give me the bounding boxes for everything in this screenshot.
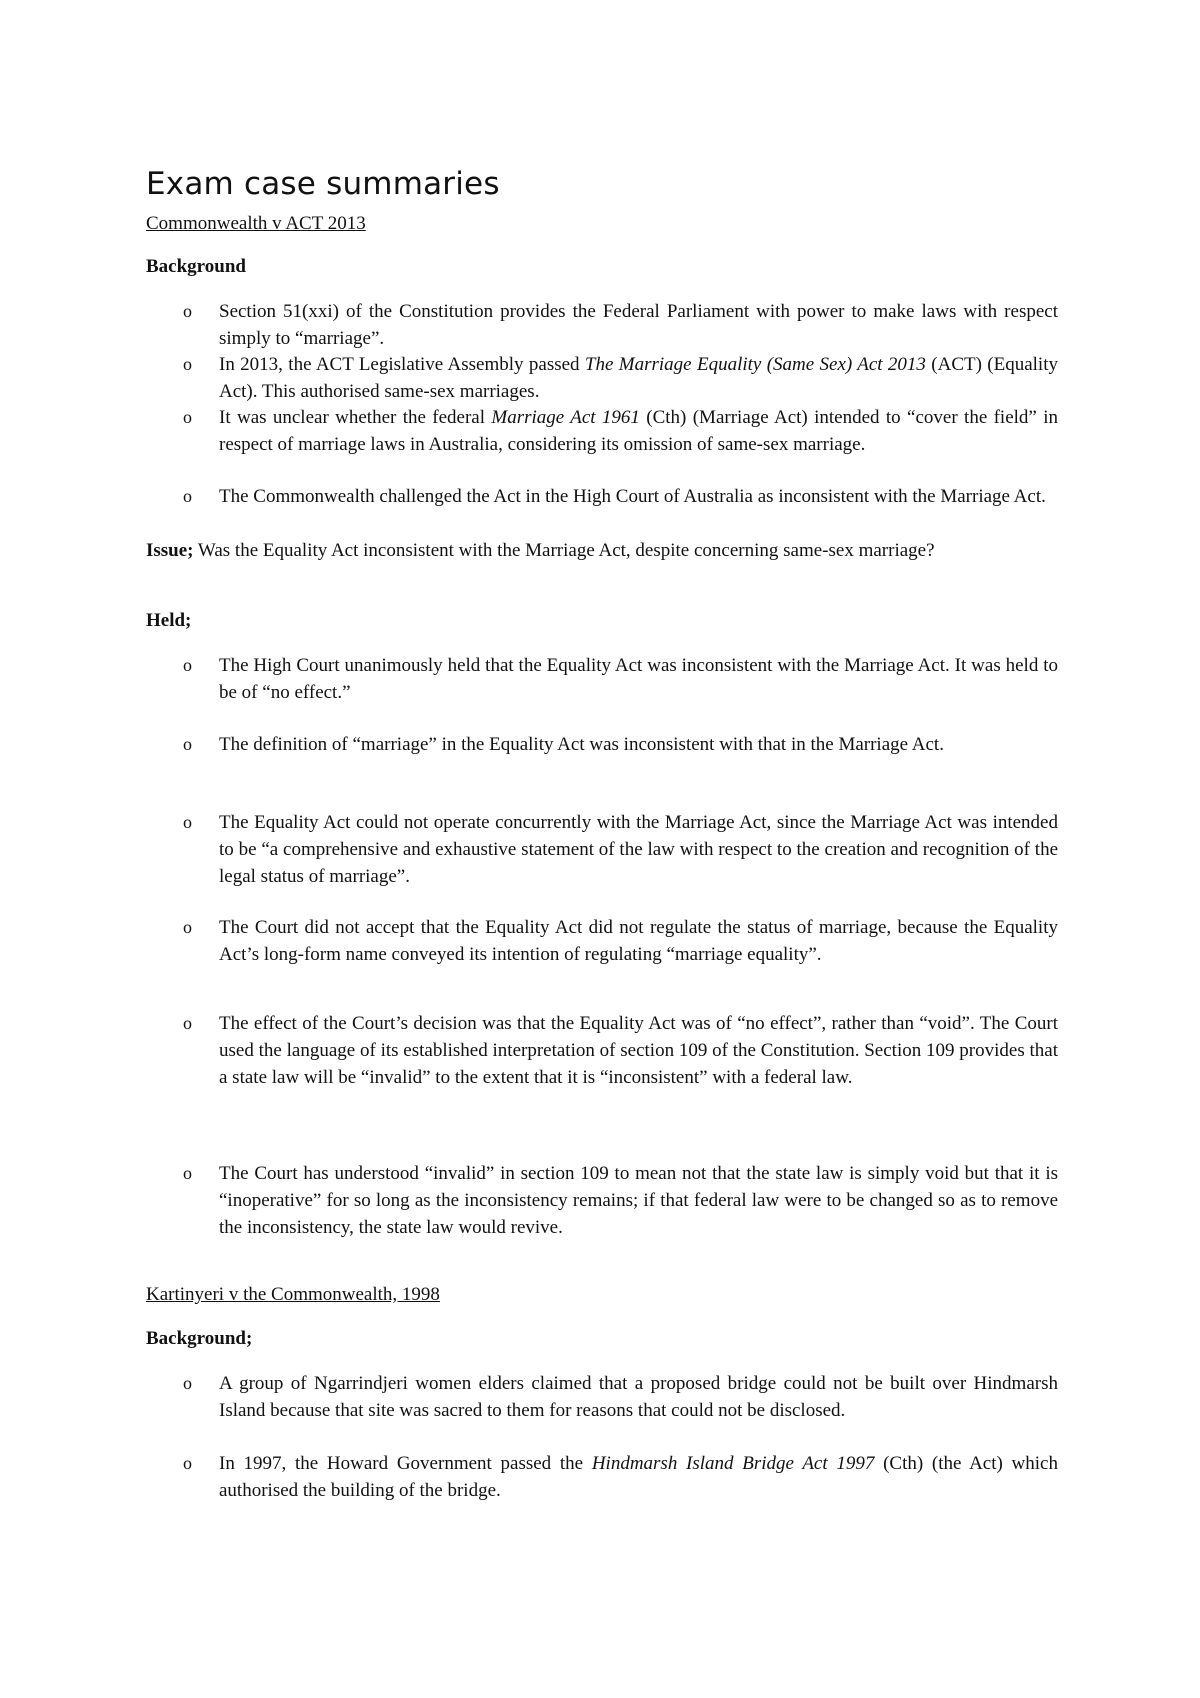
list-item-text: The High Court unanimously held that the Equality Act was inconsistent with the Marriage Act. It was held to be of “no effect.” xyxy=(219,655,1058,703)
list-item-text: Section 51(xxi) of the Constitution provides the Federal Parliament with power to make laws with respect simply to “marriage”. xyxy=(219,301,1058,349)
list-item xyxy=(183,731,1058,758)
list-item-text: The Commonwealth challenged the Act in the High Court of Australia as inconsistent with the Marriage Act. xyxy=(219,486,1046,507)
list-item xyxy=(183,1010,1058,1091)
bullet-marker: o xyxy=(183,407,192,427)
list-item xyxy=(183,404,1058,458)
bullet-marker: o xyxy=(183,301,192,321)
case-title-commonwealth-v-act: Commonwealth v ACT 2013 xyxy=(146,213,366,234)
bullet-marker: o xyxy=(183,812,192,832)
held-label: Held; xyxy=(146,610,192,631)
list-item-text: It was unclear whether the federal Marriage Act 1961 (Cth) (Marriage Act) intended to “cover the field” in respect of marriage laws in Australia, considering its omission of same-sex marriage. xyxy=(219,407,1058,455)
list-item xyxy=(183,914,1058,968)
list-item-text: In 2013, the ACT Legislative Assembly passed The Marriage Equality (Same Sex) Act 2013 (ACT) (Equality Act). This authorised same-sex marriages. xyxy=(219,354,1058,402)
list-item-text: The Court did not accept that the Equality Act did not regulate the status of marriage, because the Equality Act’s long-form name conveyed its intention of regulating “marriage equality”. xyxy=(219,917,1058,965)
bullet-marker: o xyxy=(183,917,192,937)
bullet-marker: o xyxy=(183,354,192,374)
issue-label: Issue; xyxy=(146,540,194,561)
list-item-text: A group of Ngarrindjeri women elders claimed that a proposed bridge could not be built over Hindmarsh Island because that site was sacred to them for reasons that could not be disclosed. xyxy=(219,1373,1058,1421)
issue-text: Was the Equality Act inconsistent with the Marriage Act, despite concerning same-sex marriage? xyxy=(193,540,935,561)
list-item xyxy=(183,298,1058,352)
list-item-text: The effect of the Court’s decision was that the Equality Act was of “no effect”, rather than “void”. The Court used the language of its established interpretation of section 109 of the Constitution. Section 109 provides that a state law will be “invalid” to the extent that it is “inconsistent” with a federal law. xyxy=(219,1013,1058,1088)
list-item xyxy=(183,351,1058,405)
list-item xyxy=(183,809,1058,890)
list-item xyxy=(183,1450,1058,1504)
issue-paragraph xyxy=(146,537,1058,564)
bullet-marker: o xyxy=(183,734,192,754)
list-item-text: In 1997, the Howard Government passed the Hindmarsh Island Bridge Act 1997 (Cth) (the Act) which authorised the building of the bridge. xyxy=(219,1453,1058,1501)
bullet-marker: o xyxy=(183,655,192,675)
bullet-marker: o xyxy=(183,1373,192,1393)
list-item-text: The definition of “marriage” in the Equality Act was inconsistent with that in the Marriage Act. xyxy=(219,734,944,755)
document-heading: Exam case summaries xyxy=(146,166,500,202)
background-label: Background xyxy=(146,256,246,277)
list-item-text: The Court has understood “invalid” in section 109 to mean not that the state law is simply void but that it is “inoperative” for so long as the inconsistency remains; if that federal law were to be changed so as to remove the inconsistency, the state law would revive. xyxy=(219,1163,1058,1238)
bullet-marker: o xyxy=(183,486,192,506)
bullet-marker: o xyxy=(183,1013,192,1033)
list-item-text: The Equality Act could not operate concurrently with the Marriage Act, since the Marriage Act was intended to be “a comprehensive and exhaustive statement of the law with respect to the creation and recognition of the legal status of marriage”. xyxy=(219,812,1058,887)
bullet-marker: o xyxy=(183,1163,192,1183)
bullet-marker: o xyxy=(183,1453,192,1473)
case-title-kartinyeri-v-commonwealth: Kartinyeri v the Commonwealth, 1998 xyxy=(146,1284,440,1305)
list-item xyxy=(183,1370,1058,1424)
list-item xyxy=(183,652,1058,706)
list-item xyxy=(183,483,1058,510)
list-item xyxy=(183,1160,1058,1241)
background-label: Background; xyxy=(146,1328,253,1349)
